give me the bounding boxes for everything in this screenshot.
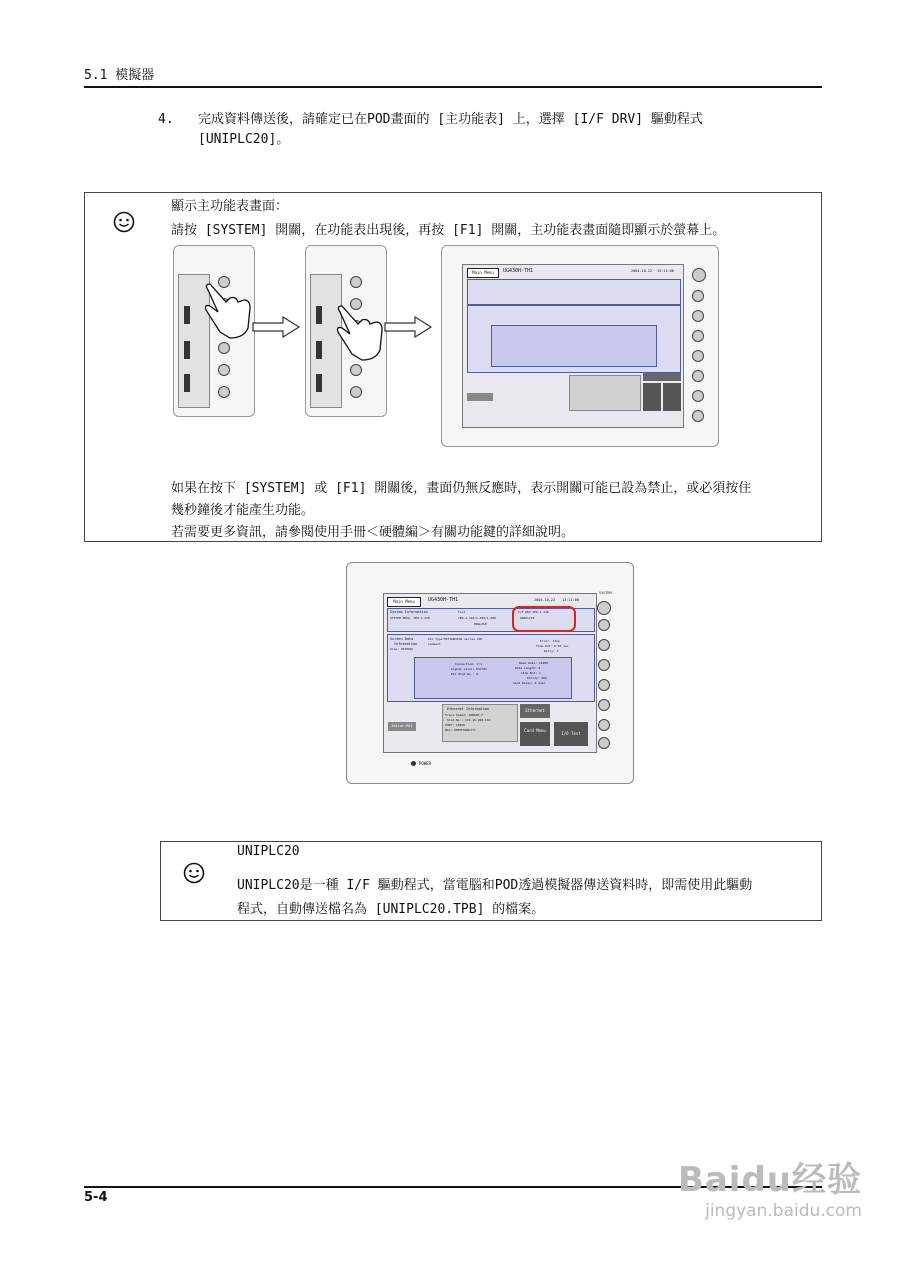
date-label: 2004-10-22	[534, 598, 556, 602]
tip2-line-2: 程式，自動傳送檔名為 [UNIPLC20.TPB] 的檔案。	[237, 902, 545, 917]
data-length: Data Length: 8	[515, 666, 541, 670]
ethernet-title: Ethernet Information	[447, 707, 490, 711]
main-menu-label: Main Menu	[467, 268, 499, 278]
system-prog: SYSTEM PROG. VER.1.220	[390, 616, 430, 620]
tip-box-main-menu	[84, 192, 822, 542]
signal-level: Signal Level: RS232C	[451, 667, 488, 671]
retry-setting: Retry: 3	[544, 649, 559, 653]
step-number: 4.	[158, 112, 174, 127]
font-version: VER.1.320/1.050/1.000	[458, 616, 496, 620]
tip2-line-1: UNIPLC20是一種 I/F 驅動程式，當電腦和POD透過模擬器傳送資料時，即需使用此驅動	[237, 878, 753, 893]
error-setting: Error: Stop	[540, 639, 560, 643]
finger-icon	[332, 302, 386, 362]
power-label: POWER	[419, 761, 432, 766]
arrow-right-icon	[383, 315, 433, 339]
smiley-icon	[183, 862, 205, 884]
f7-key[interactable]	[598, 737, 610, 749]
tip1-title: 顯示主功能表畫面：	[171, 199, 289, 214]
ifdrv-name: UNIPLC20	[520, 616, 535, 620]
ethernet-port: PORT: 10000	[445, 723, 465, 727]
step-4	[158, 110, 818, 150]
f5-key[interactable]	[598, 699, 610, 711]
system-info-title: System Information	[390, 610, 428, 614]
screen-data-title: Screen Data	[390, 637, 414, 641]
ethernet-mac: MAC: 00F0F00AD177	[445, 728, 476, 732]
card-menu-button[interactable]: Card Menu	[520, 722, 550, 746]
section-header: 5.1 模擬器	[84, 68, 155, 83]
pod-screen-uniplc20	[346, 562, 634, 784]
editor-label: Editor:MJ2	[388, 722, 416, 731]
parity: Parity: ODD	[527, 676, 547, 680]
smiley-icon	[113, 211, 135, 233]
f6-key[interactable]	[598, 719, 610, 731]
stop-bit: Stop Bit: 1	[521, 671, 541, 675]
time-label: 13:11:00	[657, 269, 674, 273]
screen-data-panel	[387, 634, 595, 702]
ifdrv-version: I/F DRV VER.1.310	[518, 610, 549, 614]
tip-box-uniplc20	[160, 841, 822, 921]
watermark-brand: Baidu经验	[677, 1160, 862, 1200]
system-key[interactable]	[597, 601, 611, 615]
plc-stat-no: PLC Stat.No.: 0	[451, 672, 479, 676]
step-line-1: 完成資料傳送後，請確定已在POD畫面的 [主功能表] 上，選擇 [I/F DRV] 驅動程式	[198, 112, 703, 127]
baidu-watermark	[678, 1152, 862, 1221]
plc-type: PLC Type:MITSUBISHI series CPU	[428, 637, 483, 641]
page-number: 5-4	[84, 1190, 108, 1205]
time-label: 13:11:00	[562, 598, 579, 602]
ifdrv-highlight	[512, 606, 576, 632]
font-title: Font	[458, 610, 466, 614]
timeout-setting: Time-Out: 0.50 sec	[536, 644, 569, 648]
io-test-button[interactable]: I/O Test	[554, 722, 588, 746]
f1-key[interactable]	[598, 619, 610, 631]
ethernet-info-panel	[442, 704, 518, 742]
pod-display	[383, 593, 597, 753]
finger-icon	[200, 280, 254, 340]
watermark-url: jingyan.baidu.com	[705, 1201, 862, 1221]
screen-data-size: Size: 997800x	[390, 647, 414, 651]
date-label: 2004-10-22	[631, 269, 653, 273]
f4-key[interactable]	[598, 679, 610, 691]
pod-main-menu-illustration	[441, 245, 719, 447]
main-menu-label: Main Menu	[387, 597, 421, 607]
ethernet-button[interactable]: Ethernet	[520, 704, 550, 718]
screen-data-information: Information	[394, 642, 418, 646]
system-key-label: SYSTEM	[599, 591, 612, 595]
ethernet-station: Stat.No.: 172.16.200.144	[447, 718, 491, 722]
f3-key[interactable]	[598, 659, 610, 671]
step-line-2: [UNIPLC20]。	[198, 132, 290, 147]
model-label: UG430H-TH1	[428, 597, 459, 603]
tip2-title: UNIPLC20	[237, 844, 300, 859]
arrow-right-icon	[251, 315, 301, 339]
pod-side-illustration-2	[305, 245, 387, 417]
header-rule	[84, 86, 822, 88]
power-led-icon	[411, 761, 416, 766]
model-label: UG430H-TH1	[503, 268, 534, 274]
baud-rate: Baud Rate: 19200	[519, 661, 548, 665]
tip1-body: 請按 [SYSTEM] 開關，在功能表出現後，再按 [F1] 開關，主功能表畫面隨即顯示於螢幕上。	[171, 223, 726, 238]
tip1-note-1: 如果在按下 [SYSTEM] 或 [F1] 開關後，畫面仍無反應時，表示開關可能已設為禁止，或必須按住	[171, 481, 752, 496]
ethernet-speed: Trans.Speed: 10BASE-T	[445, 713, 483, 717]
tip1-note-2: 幾秒鐘後才能產生功能。	[171, 503, 315, 518]
tip1-note-3: 若需要更多資訊，請參閱使用手冊＜硬體編＞有關功能鍵的詳細說明。	[171, 525, 575, 540]
font-language: ENGLISH	[474, 622, 487, 626]
pod-side-illustration-1	[173, 245, 255, 417]
connection: Connection: 1:1	[455, 662, 483, 666]
f2-key[interactable]	[598, 639, 610, 651]
send-delay: Send Delay: 0 msec	[513, 681, 546, 685]
comment: Comment	[428, 642, 441, 646]
